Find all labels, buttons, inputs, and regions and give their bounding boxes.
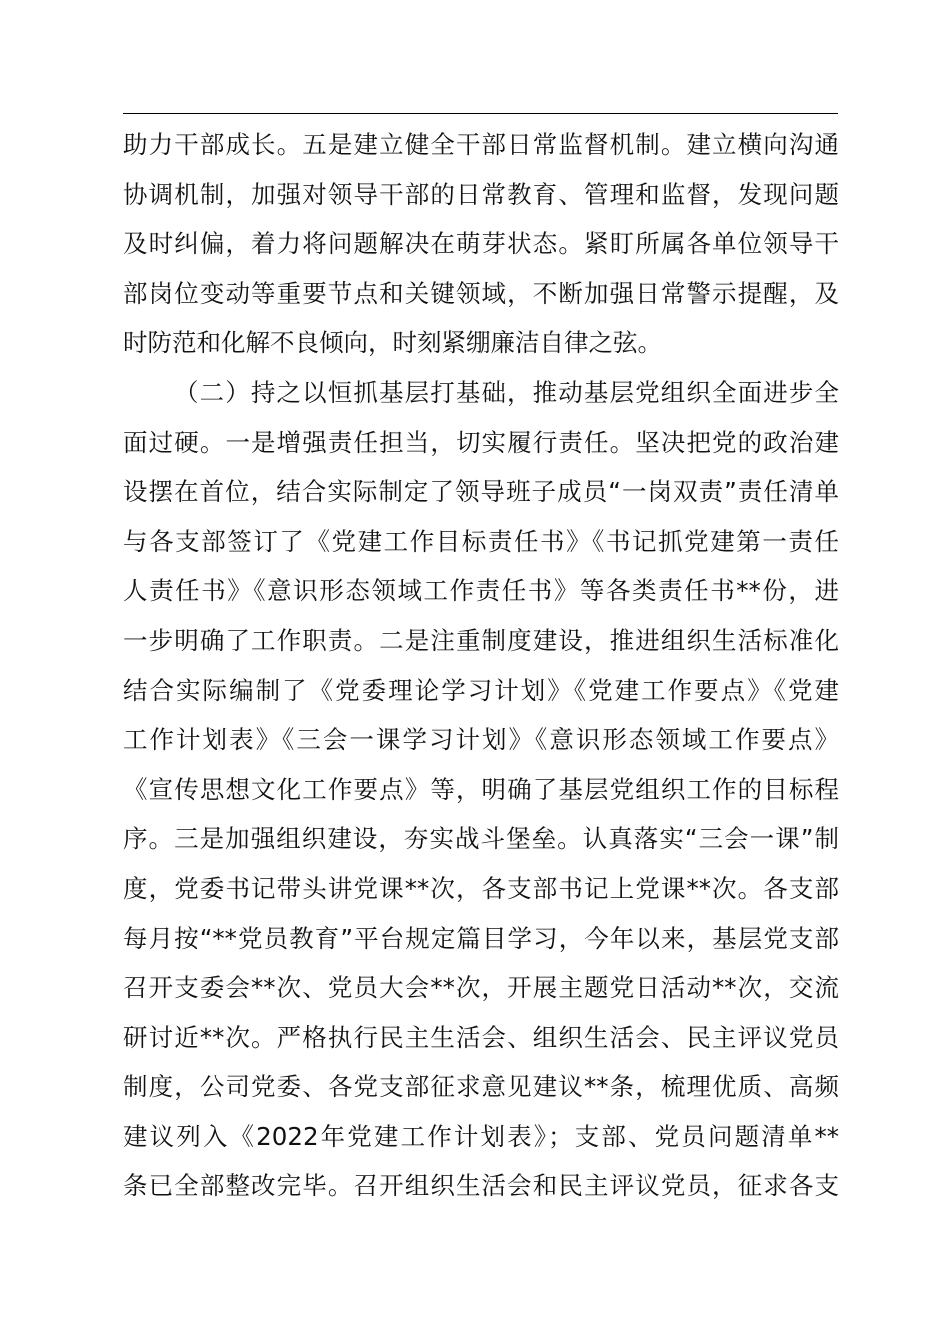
text-line: 结合实际编制了《党委理论学习计划》《党建工作要点》《党建 <box>123 675 839 705</box>
document-body <box>123 120 839 1211</box>
text-line: 协调机制，加强对领导干部的日常教育、管理和监督，发现问题 <box>123 179 839 209</box>
text-line: 建议列入《2022年党建工作计划表》；支部、党员问题清单** <box>123 1121 839 1151</box>
text-line: 人责任书》《意识形态领域工作责任书》等各类责任书**份，进 <box>123 576 839 606</box>
text-line: 与各支部签订了《党建工作目标责任书》《书记抓党建第一责任 <box>123 526 839 556</box>
paragraph-grassroots-party-building <box>123 368 839 1211</box>
text-line: 面过硬。一是增强责任担当，切实履行责任。坚决把党的政治建 <box>123 427 839 457</box>
text-line: 工作计划表》《三会一课学习计划》《意识形态领域工作要点》 <box>123 725 839 755</box>
text-line: 条已全部整改完毕。召开组织生活会和民主评议党员，征求各支 <box>123 1171 839 1201</box>
header-rule <box>123 113 838 114</box>
text-line: 部岗位变动等重要节点和关键领域，不断加强日常警示提醒，及 <box>123 278 839 308</box>
text-line: 序。三是加强组织建设，夯实战斗堡垒。认真落实“三会一课”制 <box>123 824 839 854</box>
text-line: 及时纠偏，着力将问题解决在萌芽状态。紧盯所属各单位领导干 <box>123 229 839 259</box>
text-line: 设摆在首位，结合实际制定了领导班子成员“一岗双责”责任清单 <box>123 477 839 507</box>
text-line: 时防范和化解不良倾向，时刻紧绷廉洁自律之弦。 <box>123 328 662 358</box>
paragraph-supervision-mechanism <box>123 120 839 368</box>
text-line: 《宣传思想文化工作要点》等，明确了基层党组织工作的目标程 <box>123 774 839 804</box>
text-line: 一步明确了工作职责。二是注重制度建设，推进组织生活标准化 <box>123 625 839 655</box>
text-line: （二）持之以恒抓基层打基础，推动基层党组织全面进步全 <box>174 377 839 407</box>
text-line: 度，党委书记带头讲党课**次，各支部书记上党课**次。各支部 <box>123 873 839 903</box>
text-line: 召开支委会**次、党员大会**次，开展主题党日活动**次，交流 <box>123 973 839 1003</box>
text-line: 制度，公司党委、各党支部征求意见建议**条，梳理优质、高频 <box>123 1072 839 1102</box>
text-line: 助力干部成长。五是建立健全干部日常监督机制。建立横向沟通 <box>123 130 839 159</box>
text-line: 研讨近**次。严格执行民主生活会、组织生活会、民主评议党员 <box>123 1022 839 1052</box>
text-line: 每月按“**党员教育”平台规定篇目学习，今年以来，基层党支部 <box>123 923 839 953</box>
